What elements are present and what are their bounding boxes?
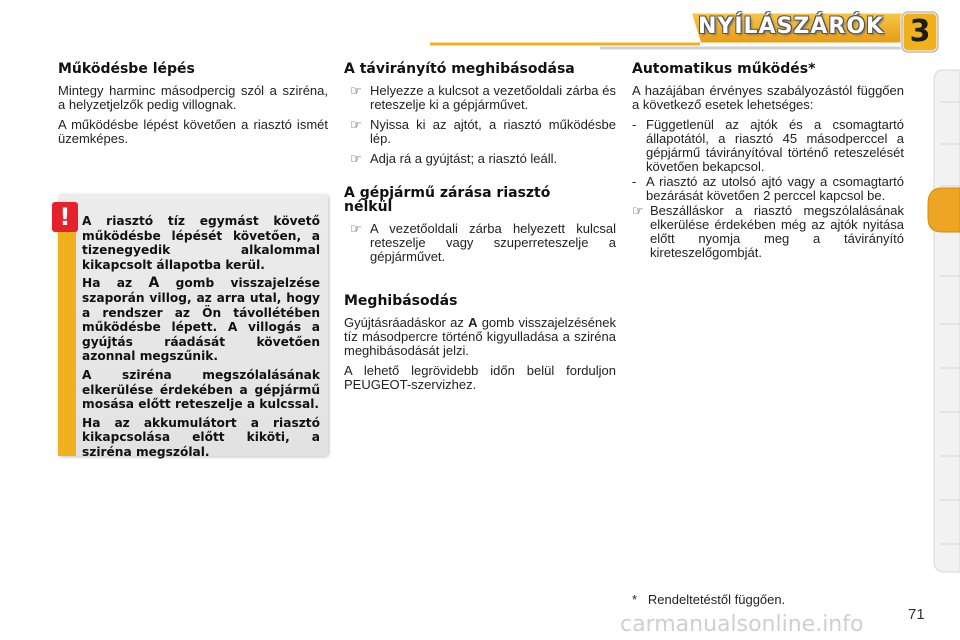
heading-remote-failure: A távirányító meghibásodása: [344, 61, 575, 77]
list-item-text: A riasztó az utolsó ajtó vagy a csomagtartó bezárását követően 2 perccel kapcsol be.: [646, 174, 904, 203]
side-tab-strip: [920, 60, 960, 580]
pointing-hand-icon: ☞: [350, 83, 362, 98]
heading-start: Működésbe lépés: [58, 61, 195, 77]
pointing-hand-icon: ☞: [350, 117, 362, 132]
list-item: [344, 152, 616, 166]
list-item: [344, 118, 616, 146]
column-start: [58, 62, 328, 152]
list-item: [632, 175, 904, 203]
column-remote: [344, 62, 616, 398]
list-item: [632, 204, 904, 260]
chapter-title: NYÍLÁSZÁRÓK: [698, 14, 885, 39]
warning-paragraph-2: [82, 276, 320, 364]
key-a-label: A: [148, 275, 160, 292]
list-item-text: A vezetőoldali zárba helyezett kulcsal reteszelje vagy szuperreteszelje a gépjárművet.: [370, 221, 616, 264]
automatic-intro: A hazájában érvényes szabályozástól függően a következő esetek lehetséges:: [632, 83, 904, 112]
footnote-text: Rendeltetéstől függően.: [647, 592, 786, 607]
list-item-text: Beszálláskor a riasztó megszólalásának elkerülése érdekében még az ajtók nyitása előtt nyomja meg a távirányító kireteszelőgombját.: [650, 203, 904, 260]
list-item-text: Adja rá a gyújtást; a riasztó leáll.: [370, 151, 558, 166]
list-item: [344, 222, 616, 264]
list-item-text: Függetlenül az ajtók és a csomagtartó állapotától, a riasztó 45 másodperccel a gépjármű távirányítóval történő reteszelését követően bekapcsol.: [646, 117, 904, 174]
warning-text: [82, 214, 320, 464]
chapter-number: 3: [909, 14, 931, 49]
malfunction-paragraph-1: [344, 316, 616, 358]
list-item: [344, 84, 616, 112]
malfunction-p1-post: gomb visszajelzésének tíz másodpercre történő kigyulladása a sziréna meghibásodását jelzi.: [344, 315, 616, 358]
dash-bullet: -: [632, 174, 637, 189]
chapter-number-badge: [898, 10, 942, 54]
watermark: carmanualsonline.info: [620, 612, 864, 637]
warning-paragraph-1: A riasztó tíz egymást követő működésbe lépését követően, a tizenegyedik alkalommal kikapcsolt állapotba kerül.: [82, 214, 320, 272]
malfunction-p1-pre: Gyújtásráadáskor az: [344, 315, 469, 330]
pointing-hand-icon: ☞: [350, 151, 362, 166]
heading-automatic: Automatikus működés*: [632, 61, 816, 77]
list-item-text: Helyezze a kulcsot a vezetőoldali zárba és reteszelje ki a gépjárművet.: [370, 83, 616, 112]
warning-stripe: [58, 210, 76, 456]
dash-bullet: -: [632, 117, 637, 132]
start-paragraph-1: Mintegy harminc másodpercig szól a sziréna, a helyzetjelzők pedig villognak.: [58, 83, 328, 112]
exclamation-icon: !: [52, 202, 78, 232]
page-number: 71: [908, 606, 925, 623]
heading-lock-without-alarm: A gépjármű zárása riasztó nélkül: [344, 185, 551, 215]
column-automatic: [632, 62, 904, 261]
warning-p2-post: gomb visszajelzése szaporán villog, az arra utal, hogy a rendszer az Ön távollétében működésbe lépett. A villogás a gyújtás ráadását követően azonnal megszűnik.: [82, 276, 320, 364]
heading-malfunction: Meghibásodás: [344, 293, 458, 309]
warning-paragraph-4: Ha az akkumulátort a riasztó kikapcsolása előtt kiköti, a sziréna megszólal.: [82, 415, 320, 459]
list-item-text: Nyissa ki az ajtót, a riasztó működésbe lép.: [370, 117, 616, 146]
warning-p2-pre: Ha az: [82, 276, 149, 291]
pointing-hand-icon: ☞: [632, 203, 644, 218]
list-item: [632, 118, 904, 174]
start-paragraph-2: A működésbe lépést követően a riasztó ismét üzemképes.: [58, 117, 328, 146]
footnote: [632, 592, 785, 607]
warning-paragraph-3: A sziréna megszólalásának elkerülése érdekében a gépjármű mosása előtt reteszelje a kulcssal.: [82, 367, 320, 412]
key-a-label: A: [468, 315, 478, 330]
footnote-star: *: [632, 592, 638, 607]
pointing-hand-icon: ☞: [350, 221, 362, 236]
malfunction-paragraph-2: A lehető legrövidebb időn belül forduljon PEUGEOT-szervizhez.: [344, 363, 616, 392]
